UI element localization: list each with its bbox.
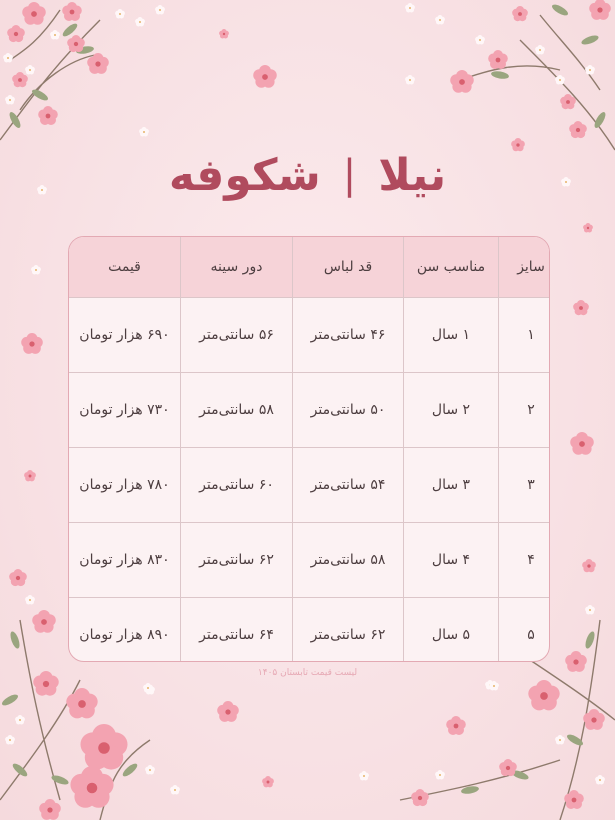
- cell-size: ۱: [499, 298, 551, 373]
- cell-chest: ۶۰ سانتی‌متر: [181, 448, 293, 523]
- cell-age: ۴ سال: [404, 523, 499, 598]
- cell-chest: ۵۶ سانتی‌متر: [181, 298, 293, 373]
- cell-size: ۵: [499, 598, 551, 663]
- cell-age: ۵ سال: [404, 598, 499, 663]
- cell-length: ۵۸ سانتی‌متر: [293, 523, 404, 598]
- price-table-container: [68, 236, 550, 662]
- cell-price: ۶۹۰ هزار تومان: [69, 298, 181, 373]
- cell-price: ۷۸۰ هزار تومان: [69, 448, 181, 523]
- cell-price: ۸۹۰ هزار تومان: [69, 598, 181, 663]
- price-table: [69, 237, 550, 662]
- header-size: سایز: [499, 237, 551, 298]
- cell-length: ۵۴ سانتی‌متر: [293, 448, 404, 523]
- table-row: [69, 523, 550, 598]
- cell-age: ۳ سال: [404, 448, 499, 523]
- table-header-row: [69, 237, 550, 298]
- cell-age: ۱ سال: [404, 298, 499, 373]
- cell-age: ۲ سال: [404, 373, 499, 448]
- cell-size: ۳: [499, 448, 551, 523]
- cell-length: ۶۲ سانتی‌متر: [293, 598, 404, 663]
- header-chest: دور سینه: [181, 237, 293, 298]
- collection-name: شکوفه: [168, 149, 321, 201]
- table-row: [69, 298, 550, 373]
- cell-length: ۵۰ سانتی‌متر: [293, 373, 404, 448]
- footer-note: لیست قیمت تابستان ۱۴۰۵: [257, 668, 358, 678]
- header-length: قد لباس: [293, 237, 404, 298]
- cell-chest: ۶۴ سانتی‌متر: [181, 598, 293, 663]
- header-age: مناسب سن: [404, 237, 499, 298]
- title-separator: |: [342, 152, 357, 198]
- cell-price: ۸۳۰ هزار تومان: [69, 523, 181, 598]
- table-row: [69, 373, 550, 448]
- cell-chest: ۶۲ سانتی‌متر: [181, 523, 293, 598]
- cell-size: ۲: [499, 373, 551, 448]
- cell-chest: ۵۸ سانتی‌متر: [181, 373, 293, 448]
- cell-size: ۴: [499, 523, 551, 598]
- cell-length: ۴۶ سانتی‌متر: [293, 298, 404, 373]
- cell-price: ۷۳۰ هزار تومان: [69, 373, 181, 448]
- table-row: [69, 448, 550, 523]
- header-price: قیمت: [69, 237, 181, 298]
- brand-name: نیلا: [378, 149, 447, 201]
- page-title: [0, 140, 615, 210]
- table-row: [69, 598, 550, 663]
